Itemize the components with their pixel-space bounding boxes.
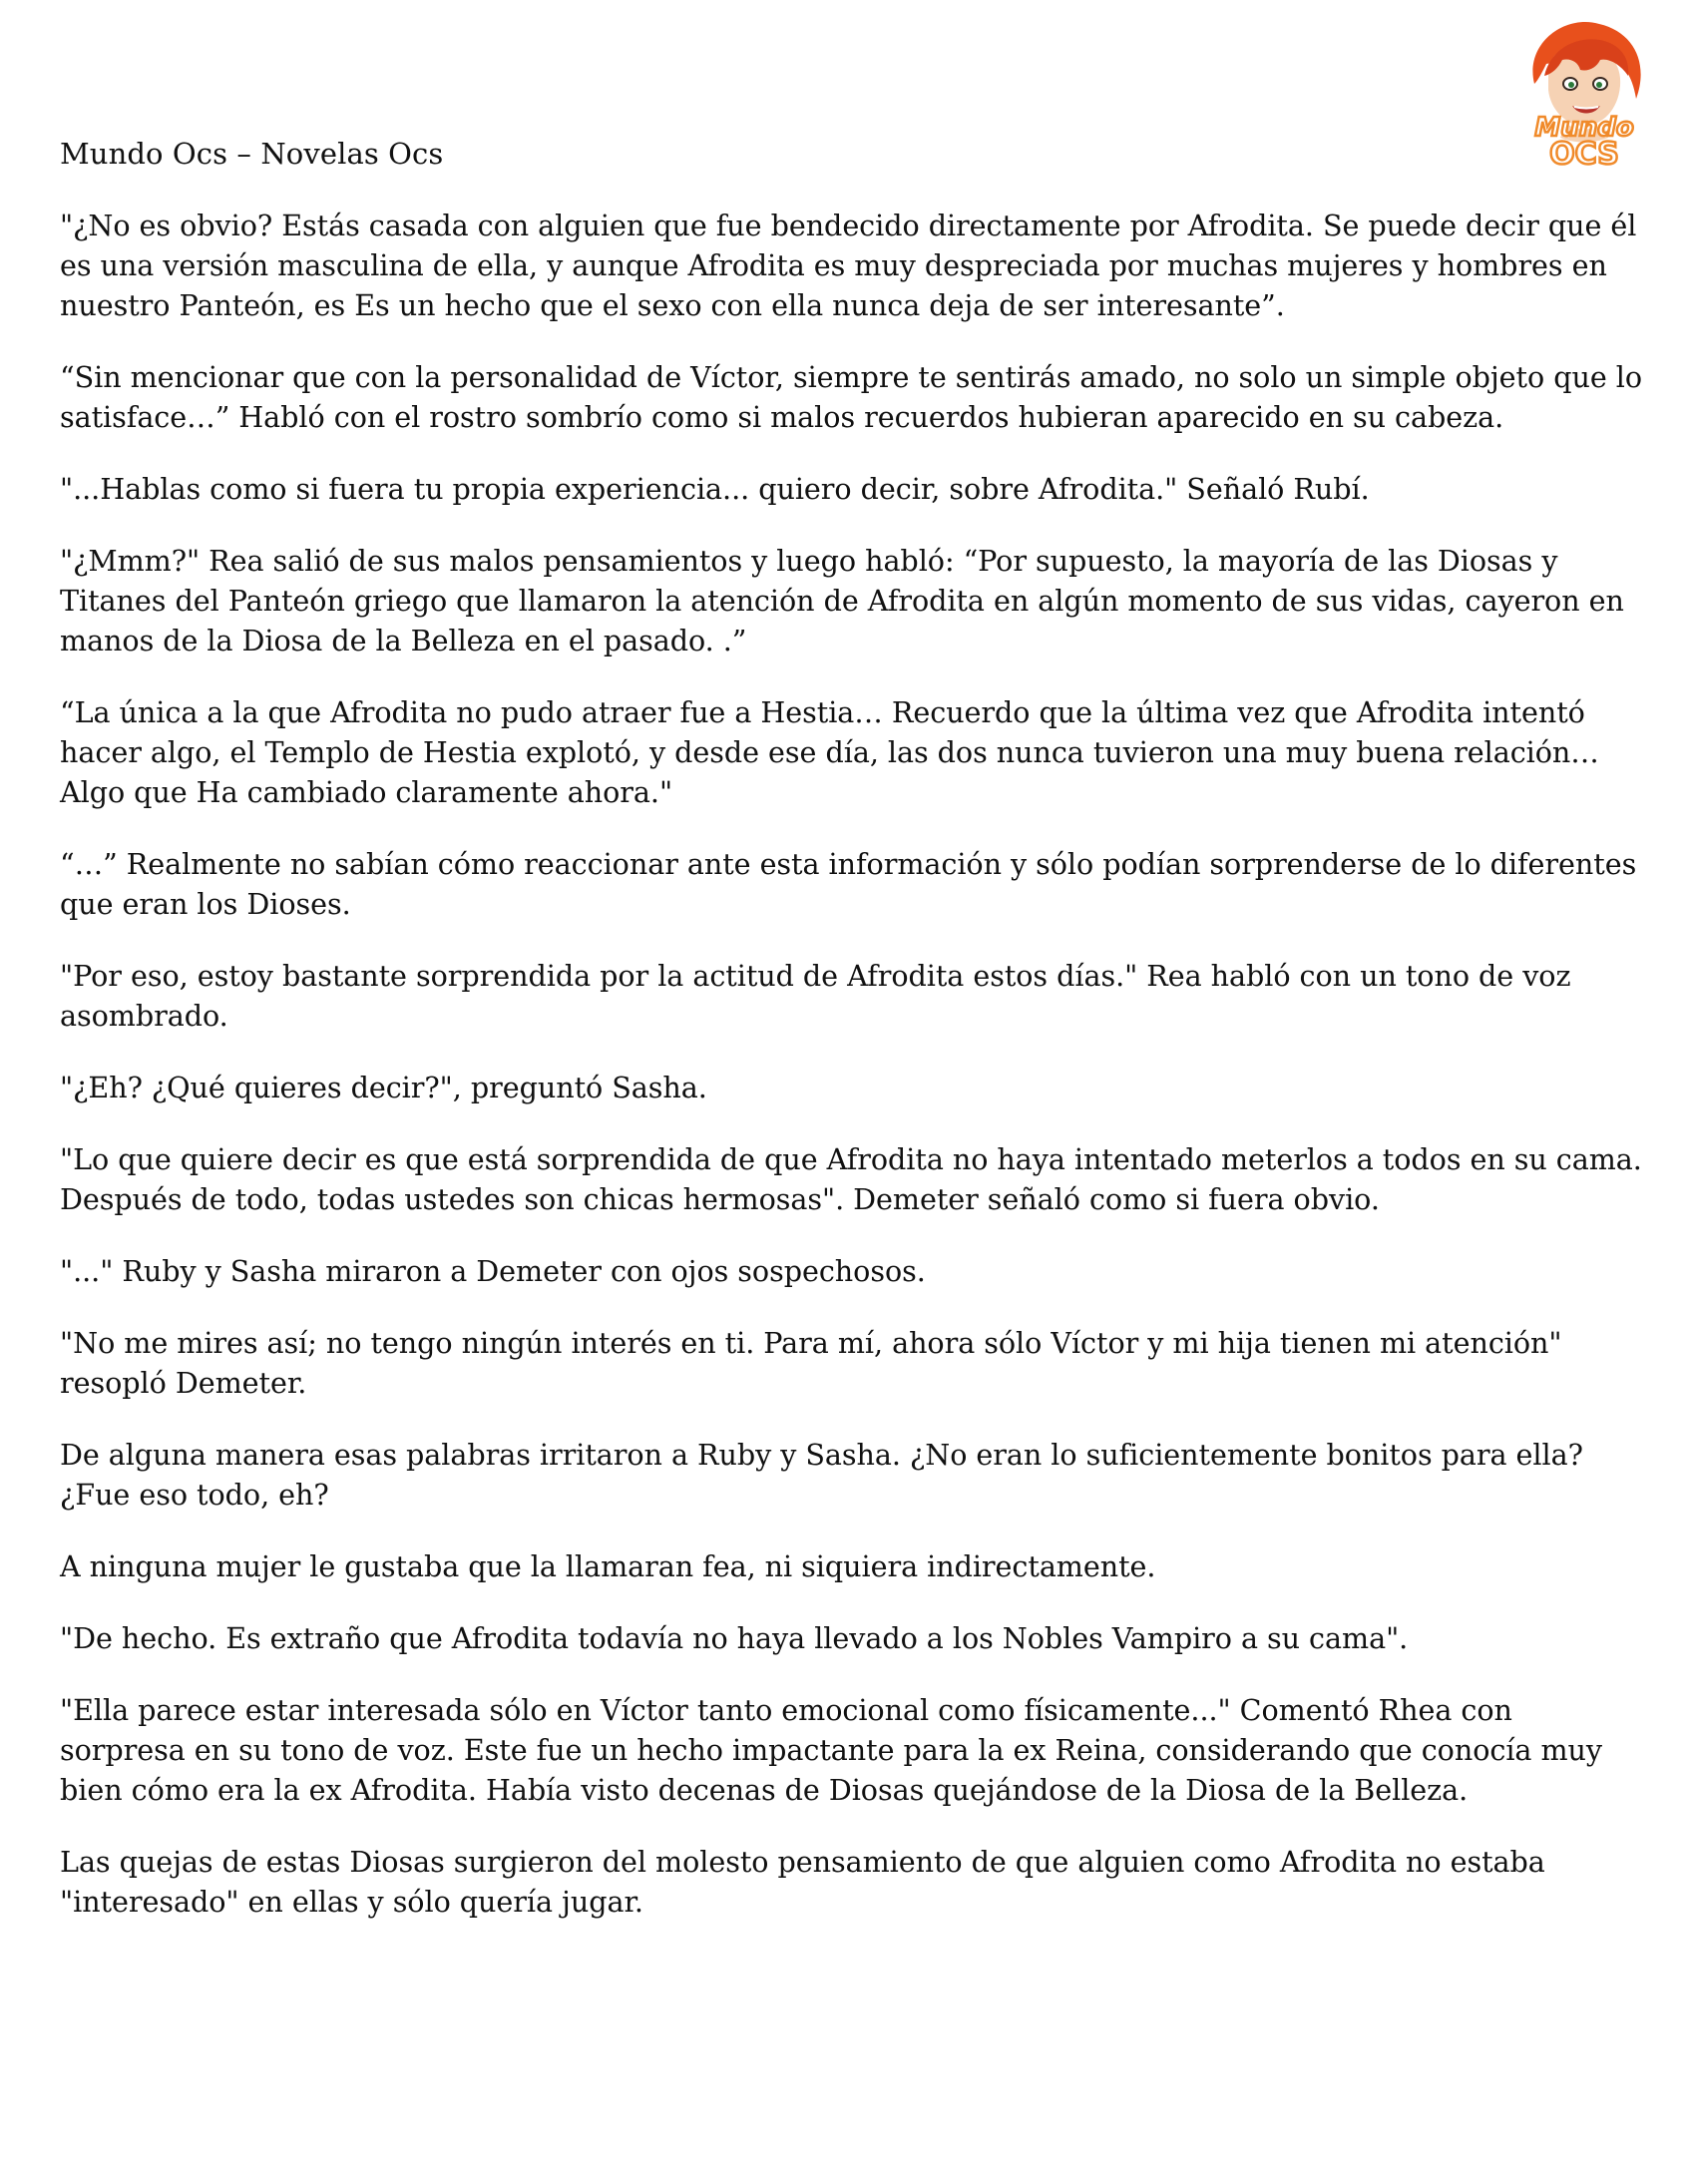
paragraph: Las quejas de estas Diosas surgieron del molesto pensamiento de que alguien como Afrodita no estaba "interesado" en ellas y sólo quería jugar.	[60, 1845, 1545, 1919]
paragraph: "¿Eh? ¿Qué quieres decir?", preguntó Sasha.	[60, 1071, 707, 1104]
paragraph: "No me mires así; no tengo ningún interés en ti. Para mí, ahora sólo Víctor y mi hija tienen mi atención" resopló Demeter.	[60, 1326, 1562, 1400]
paragraph: "Lo que quiere decir es que está sorprendida de que Afrodita no haya intentado meterlos a todos en su cama. Después de todo, todas ustedes son chicas hermosas". Demeter señaló como si fuera obvio.	[60, 1142, 1642, 1216]
paragraph: “…” Realmente no sabían cómo reaccionar ante esta información y sólo podían sorprenderse de lo diferentes que eran los Dioses.	[60, 847, 1637, 921]
logo-text-line1: Mundo	[1534, 113, 1634, 143]
paragraph: "..." Ruby y Sasha miraron a Demeter con ojos sospechosos.	[60, 1254, 926, 1288]
paragraph: “La única a la que Afrodita no pudo atraer fue a Hestia… Recuerdo que la última vez que Afrodita intentó hacer algo, el Templo de Hestia explotó, y desde ese día, las dos nunca tuvieron una muy buena relación… Algo que Ha cambiado claramente ahora."	[60, 695, 1599, 809]
mundo-ocs-logo-icon	[1504, 14, 1664, 174]
paragraph: "Ella parece estar interesada sólo en Víctor tanto emocional como físicamente..." Comentó Rhea con sorpresa en su tono de voz. Este fue un hecho impactante para la ex Reina, considerando que conocía muy bien cómo era la ex Afrodita. Había visto decenas de Diosas quejándose de la Diosa de la Belleza.	[60, 1693, 1603, 1807]
document-body	[60, 206, 1646, 1954]
logo-text-line2: OCS	[1549, 137, 1619, 172]
paragraph: De alguna manera esas palabras irritaron a Ruby y Sasha. ¿No eran lo suficientemente bonitos para ella? ¿Fue eso todo, eh?	[60, 1438, 1583, 1512]
paragraph: A ninguna mujer le gustaba que la llamaran fea, ni siquiera indirectamente.	[60, 1549, 1156, 1583]
paragraph: "...Hablas como si fuera tu propia experiencia... quiero decir, sobre Afrodita." Señaló Rubí.	[60, 472, 1370, 506]
paragraph: "¿Mmm?" Rea salió de sus malos pensamientos y luego habló: “Por supuesto, la mayoría de las Diosas y Titanes del Panteón griego que llamaron la atención de Afrodita en algún momento de sus vidas, cayeron en manos de la Diosa de la Belleza en el pasado. .”	[60, 544, 1624, 657]
paragraph: “Sin mencionar que con la personalidad de Víctor, siempre te sentirás amado, no solo un simple objeto que lo satisface…” Habló con el rostro sombrío como si malos recuerdos hubieran aparecido en su cabeza.	[60, 360, 1642, 434]
paragraph: "Por eso, estoy bastante sorprendida por la actitud de Afrodita estos días." Rea habló con un tono de voz asombrado.	[60, 959, 1571, 1033]
paragraph: "¿No es obvio? Estás casada con alguien que fue bendecido directamente por Afrodita. Se puede decir que él es una versión masculina de ella, y aunque Afrodita es muy despreciada por muchas mujeres y hombres en nuestro Panteón, es Es un hecho que el sexo con ella nunca deja de ser interesante”.	[60, 209, 1637, 322]
page-header: Mundo Ocs – Novelas Ocs	[60, 137, 444, 171]
paragraph: "De hecho. Es extraño que Afrodita todavía no haya llevado a los Nobles Vampiro a su cama".	[60, 1621, 1409, 1655]
